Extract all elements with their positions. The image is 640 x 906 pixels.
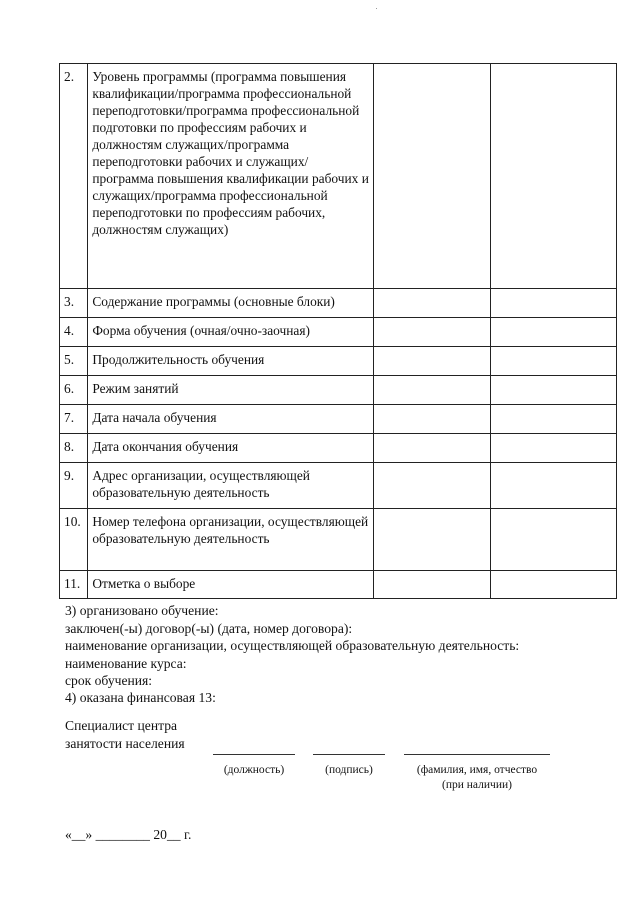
row-number: 3. (60, 289, 88, 318)
organized-training-line: 3) организовано обучение: (65, 603, 219, 618)
position-caption: (должность) (223, 764, 285, 776)
contract-line: заключен(-ы) договор(-ы) (дата, номер договора): (65, 621, 353, 636)
row-number: 6. (60, 376, 88, 405)
table-row (60, 509, 617, 571)
value-cell (491, 376, 617, 405)
date-line: «__» ________ 20__ г. (65, 827, 192, 842)
table-row (60, 347, 617, 376)
value-cell (491, 571, 617, 599)
table-row (60, 64, 617, 289)
row-label: Продолжительность обучения (88, 347, 374, 376)
full-name-caption-line1: (фамилия, имя, отчество (416, 764, 538, 776)
value-cell (491, 64, 617, 289)
table-row (60, 405, 617, 434)
value-cell (373, 64, 490, 289)
table-row (60, 434, 617, 463)
specialist-title-line2: занятости населения (65, 736, 185, 751)
row-label: Форма обучения (очная/очно-заочная) (88, 318, 374, 347)
value-cell (373, 571, 490, 599)
value-cell (491, 318, 617, 347)
row-number: 4. (60, 318, 88, 347)
row-label: Отметка о выборе (88, 571, 374, 599)
specialist-title-line1: Специалист центра (65, 718, 178, 733)
value-cell (491, 463, 617, 509)
table-row (60, 318, 617, 347)
value-cell (491, 405, 617, 434)
row-label: Содержание программы (основные блоки) (88, 289, 374, 318)
table-row (60, 463, 617, 509)
row-label: Адрес организации, осуществляющей образовательную деятельность (88, 463, 374, 509)
value-cell (373, 509, 490, 571)
row-number: 8. (60, 434, 88, 463)
value-cell (491, 289, 617, 318)
table-row (60, 289, 617, 318)
position-signature-line (213, 754, 295, 755)
value-cell (373, 463, 490, 509)
row-number: 9. (60, 463, 88, 509)
table-row (60, 571, 617, 599)
row-label: Дата окончания обучения (88, 434, 374, 463)
row-number: 10. (60, 509, 88, 571)
row-label: Режим занятий (88, 376, 374, 405)
scan-speck (376, 8, 377, 9)
row-number: 2. (60, 64, 88, 289)
signature-caption: (подпись) (325, 764, 373, 776)
training-duration-line: срок обучения: (65, 673, 153, 688)
value-cell (491, 509, 617, 571)
row-number: 5. (60, 347, 88, 376)
full-name-caption-line2: (при наличии) (442, 779, 512, 791)
value-cell (373, 289, 490, 318)
row-label: Уровень программы (программа повышения квалификации/программа профессиональной переподготовки/программа профессиональной подготовки по профессиям рабочих и должностям служащих/программа переподготовки рабочих и служащих/программа повышения квалификации рабочих и служащих/программа профессиональной переподготовки по профессиям рабочих, должностям служащих) (88, 64, 374, 289)
row-number: 11. (60, 571, 88, 599)
program-info-table (59, 63, 617, 599)
value-cell (491, 434, 617, 463)
value-cell (373, 376, 490, 405)
value-cell (491, 347, 617, 376)
table-row (60, 376, 617, 405)
value-cell (373, 405, 490, 434)
signature-line (313, 754, 385, 755)
full-name-signature-line (404, 754, 550, 755)
financial-support-line: 4) оказана финансовая 13: (65, 690, 216, 705)
row-label: Дата начала обучения (88, 405, 374, 434)
row-label: Номер телефона организации, осуществляющей образовательную деятельность (88, 509, 374, 571)
organization-name-line: наименование организации, осуществляющей образовательную деятельность: (65, 638, 520, 653)
value-cell (373, 434, 490, 463)
course-name-line: наименование курса: (65, 656, 187, 671)
value-cell (373, 318, 490, 347)
row-number: 7. (60, 405, 88, 434)
value-cell (373, 347, 490, 376)
